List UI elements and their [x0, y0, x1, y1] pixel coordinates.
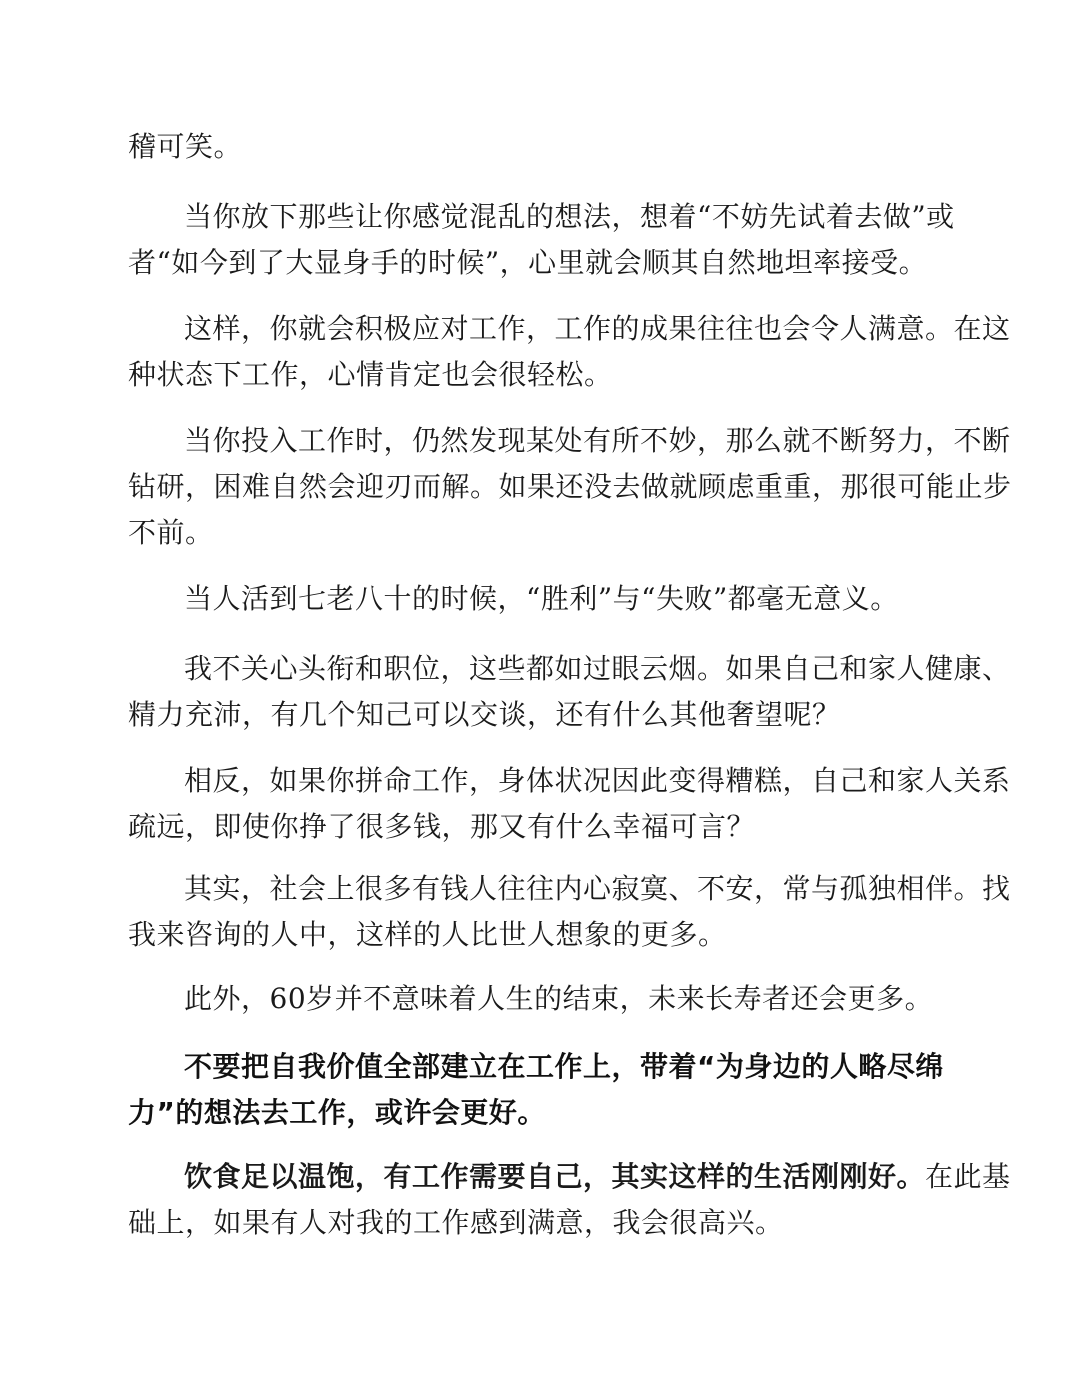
paragraph: [128, 758, 1011, 850]
paragraph: [128, 306, 1011, 398]
text-line: 其实，社会上很多有钱人往往内心寂寞、不安，常与孤独相伴。找: [184, 872, 1011, 905]
text-line: 相反，如果你拼命工作，身体状况因此变得糟糕，自己和家人关系: [184, 764, 1011, 797]
text-line: 当人活到七老八十的时候，“胜利”与“失败”都毫无意义。: [184, 582, 899, 615]
text-line: [128, 1154, 1011, 1200]
paragraph-continuation: [128, 124, 958, 170]
paragraph: [128, 646, 1011, 738]
paragraph: [128, 576, 958, 622]
text-line: 钻研，困难自然会迎刃而解。如果还没去做就顾虑重重，那很可能止步: [128, 470, 1012, 503]
paragraph: [128, 194, 958, 286]
text-line: 不要把自我价值全部建立在工作上，带着“为身边的人略尽绵: [184, 1050, 944, 1083]
paragraph-mixed: [128, 1154, 1011, 1246]
text-line: 础上，如果有人对我的工作感到满意，我会很高兴。: [128, 1206, 784, 1239]
paragraph: [128, 418, 1012, 556]
text-line: 此外，60岁并不意味着人生的结束，未来长寿者还会更多。: [184, 982, 934, 1015]
regular-tail: 在此基: [925, 1160, 1011, 1193]
text-line: 种状态下工作，心情肯定也会很轻松。: [128, 358, 613, 391]
text-line: 者“如今到了大显身手的时候”，心里就会顺其自然地坦率接受。: [128, 246, 928, 279]
paragraph: [128, 866, 1011, 958]
text-line: 不前。: [128, 516, 214, 549]
text-line: 当你投入工作时，仍然发现某处有所不妙，那么就不断努力，不断: [184, 424, 1011, 457]
text-line: 疏远，即使你挣了很多钱，那又有什么幸福可言？: [128, 810, 756, 843]
text-line: 这样，你就会积极应对工作，工作的成果往往也会令人满意。在这: [184, 312, 1011, 345]
paragraph-bold: [128, 1044, 958, 1136]
text-line: 稽可笑。: [128, 130, 243, 163]
text-line: 我不关心头衔和职位，这些都如过眼云烟。如果自己和家人健康、: [184, 652, 1011, 685]
text-line: 我来咨询的人中，这样的人比世人想象的更多。: [128, 918, 727, 951]
bold-sentence: 饮食足以温饱，有工作需要自己，其实这样的生活刚刚好。: [184, 1160, 926, 1193]
text-line: 力”的想法去工作，或许会更好。: [128, 1096, 546, 1129]
text-line: 精力充沛，有几个知己可以交谈，还有什么其他奢望呢？: [128, 698, 841, 731]
text-line: 当你放下那些让你感觉混乱的想法，想着“不妨先试着去做”或: [184, 200, 955, 233]
paragraph: [128, 976, 958, 1022]
